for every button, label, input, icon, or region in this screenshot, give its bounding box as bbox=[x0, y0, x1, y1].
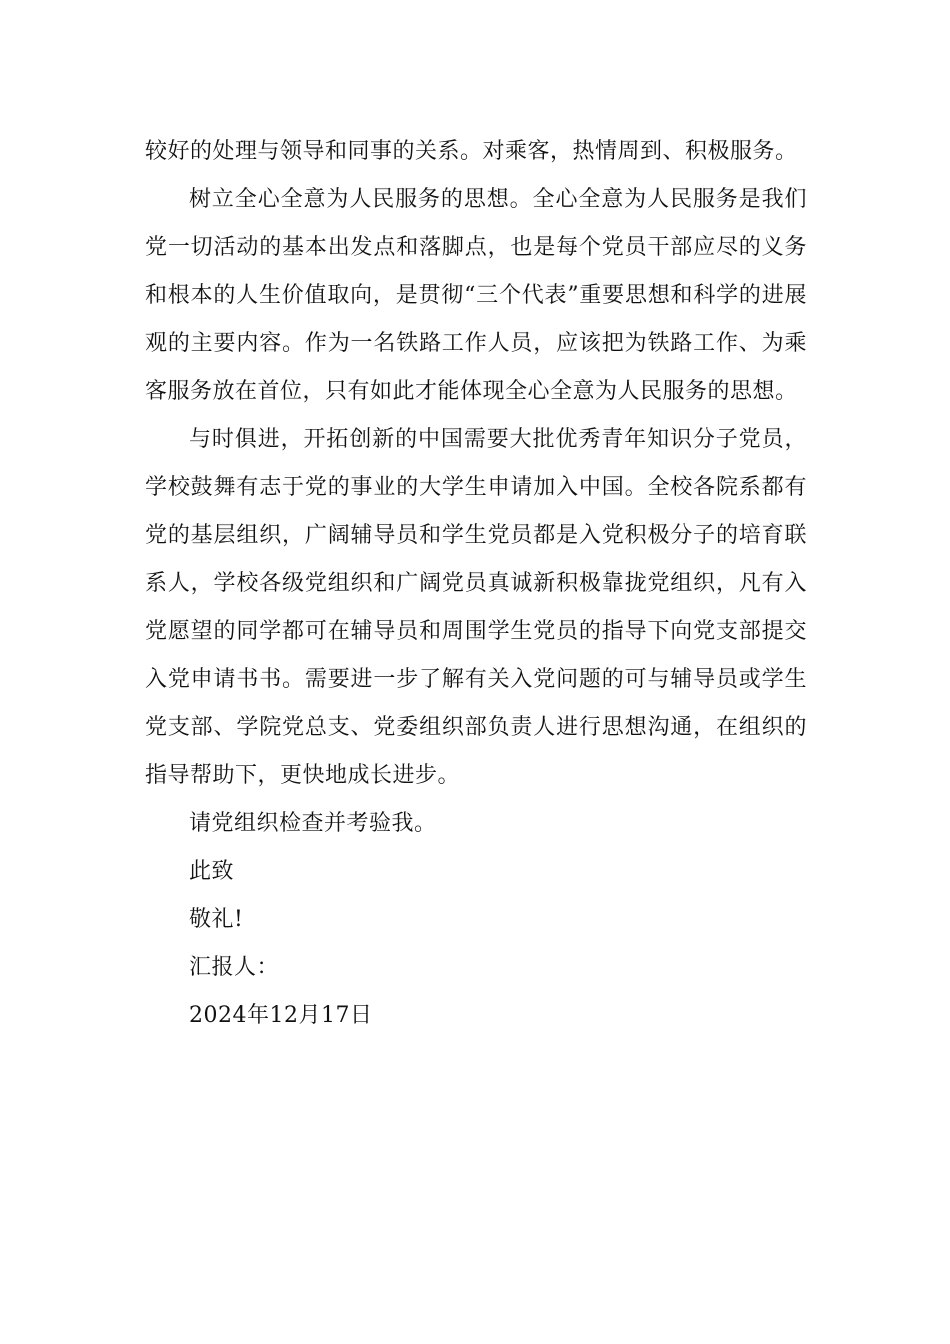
paragraph-innovation: 与时俱进，开拓创新的中国需要大批优秀青年知识分子党员，学校鼓舞有志于党的事业的大学生申请加入中国。全校各院系都有党的基层组织，广阔辅导员和学生党员都是入党积极分子的培育联系人，学校各级党组织和广阔党员真诚新积极靠拢党组织，凡有入党愿望的同学都可在辅导员和周围学生党员的指导下向党支部提交入党申请书书。需要进一步了解有关入党问题的可与辅导员或学生党支部、学院党总支、党委组织部负责人进行思想沟通，在组织的指导帮助下，更快地成长进步。 bbox=[145, 427, 807, 788]
paragraph-service-ideology: 树立全心全意为人民服务的思想。全心全意为人民服务是我们党一切活动的基本出发点和落脚点，也是每个党员干部应尽的义务和根本的人生价值取向，是贯彻“三个代表”重要思想和科学的进展观的主要内容。作为一名铁路工作人员，应该把为铁路工作、为乘客服务放在首位，只有如此才能体现全心全意为人民服务的思想。 bbox=[145, 187, 807, 404]
closing-respect: 敬礼! bbox=[189, 907, 244, 932]
closing-salutation: 此致 bbox=[189, 859, 235, 884]
document-body bbox=[145, 128, 807, 1040]
closing-request: 请党组织检查并考验我。 bbox=[189, 811, 437, 836]
report-date: 2024年12月17日 bbox=[189, 1003, 373, 1028]
reporter-label: 汇报人： bbox=[189, 955, 280, 980]
paragraph-continuation: 较好的处理与领导和同事的关系。对乘客，热情周到、积极服务。 bbox=[145, 139, 798, 164]
